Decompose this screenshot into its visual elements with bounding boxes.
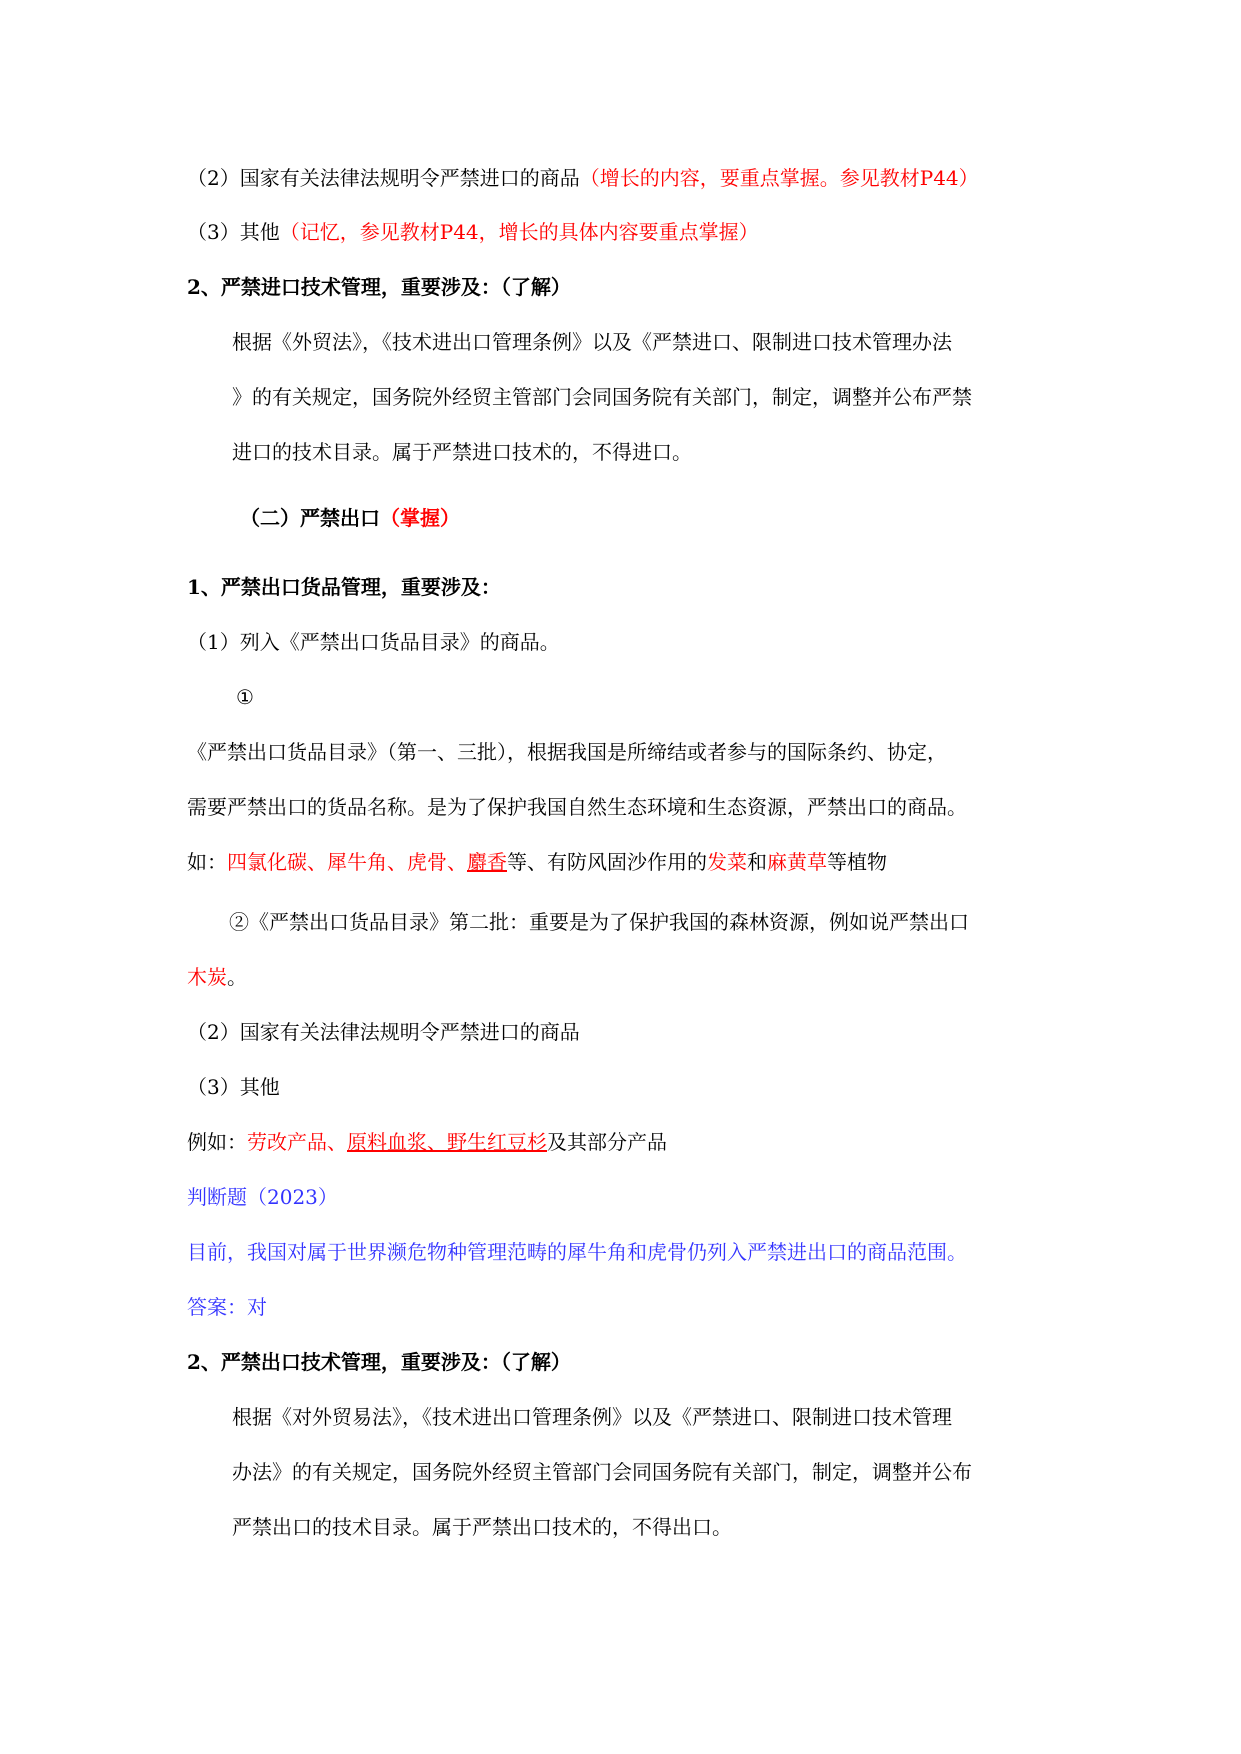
export-goods-item-2: （2）国家有关法律法规明令严禁进口的商品 (187, 1020, 580, 1044)
import-goods-item-2 (187, 164, 979, 192)
item-text: （2）国家有关法律法规明令严禁进口的商品 (187, 166, 580, 190)
circled-number-marker: ① (236, 685, 254, 709)
example-underlined-item: 麝香 (467, 850, 507, 874)
example-prefix: 如： (187, 850, 227, 874)
export-goods-paragraph-line: 需要严禁出口的货品名称。是为了保护我国自然生态环境和生态资源，严禁出口的商品。 (187, 795, 967, 819)
emphasis-note: （记忆，参见教材P44，增长的具体内容要重点掌握） (279, 220, 759, 244)
import-tech-paragraph-line: 》的有关规定，国务院外经贸主管部门会同国务院有关部门，制定，调整并公布严禁 (232, 385, 972, 409)
section-title-note: （掌握） (380, 506, 460, 530)
example-item-b: 麻黄草 (767, 850, 827, 874)
export-goods-item-1b: ②《严禁出口货品目录》第二批：重要是为了保护我国的森林资源，例如说严禁出口 (229, 910, 969, 934)
export-goods-item-3: （3）其他 (187, 1075, 280, 1099)
import-tech-paragraph-line: 进口的技术目录。属于严禁进口技术的，不得进口。 (232, 440, 692, 464)
example-item-a: 发菜 (707, 850, 747, 874)
example-mid-text: 等、有防风固沙作用的 (507, 850, 707, 874)
item-text: （3）其他 (187, 220, 280, 244)
quiz-answer: 答案：对 (187, 1295, 267, 1319)
export-goods-paragraph-line: 《严禁出口货品目录》（第一、三批），根据我国是所缔结或者参与的国际条约、协定， (187, 740, 947, 764)
import-goods-item-3 (187, 218, 759, 246)
example-suffix: 及其部分产品 (547, 1130, 667, 1154)
import-tech-heading: 2、严禁进口技术管理，重要涉及：（了解） (187, 275, 571, 299)
export-section-title (240, 504, 460, 532)
example-suffix: 等植物 (827, 850, 887, 874)
export-goods-item-1: （1）列入《严禁出口货品目录》的商品。 (187, 630, 560, 654)
export-goods-item-1b-cont (187, 963, 247, 991)
example-red-items: 四氯化碳、犀牛角、虎骨、 (227, 850, 467, 874)
sentence-end: 。 (227, 965, 247, 989)
charcoal-highlight: 木炭 (187, 965, 227, 989)
export-goods-example-2 (187, 1128, 667, 1156)
example-join: 和 (747, 850, 767, 874)
export-tech-paragraph-line: 严禁出口的技术目录。属于严禁出口技术的，不得出口。 (232, 1515, 732, 1539)
export-goods-heading: 1、严禁出口货品管理，重要涉及： (187, 575, 501, 599)
example-prefix: 例如： (187, 1130, 247, 1154)
emphasis-note: （增长的内容，要重点掌握。参见教材P44） (579, 166, 979, 190)
export-tech-heading: 2、严禁出口技术管理，重要涉及：（了解） (187, 1350, 571, 1374)
export-tech-paragraph-line: 办法》的有关规定，国务院外经贸主管部门会同国务院有关部门，制定，调整并公布 (232, 1460, 972, 1484)
quiz-type: 判断题（2023） (187, 1185, 338, 1209)
import-tech-paragraph-line: 根据《外贸法》，《技术进出口管理条例》以及《严禁进口、限制进口技术管理办法 (232, 330, 952, 354)
example-red: 劳改产品、 (247, 1130, 347, 1154)
quiz-question: 目前，我国对属于世界濒危物种管理范畴的犀牛角和虎骨仍列入严禁进出口的商品范围。 (187, 1240, 967, 1264)
section-title-text: （二）严禁出口 (240, 506, 380, 530)
export-goods-example (187, 848, 887, 876)
export-tech-paragraph-line: 根据《对外贸易法》，《技术进出口管理条例》以及《严禁进口、限制进口技术管理 (232, 1405, 952, 1429)
example-underlined: 原料血浆、野生红豆杉 (347, 1130, 547, 1154)
